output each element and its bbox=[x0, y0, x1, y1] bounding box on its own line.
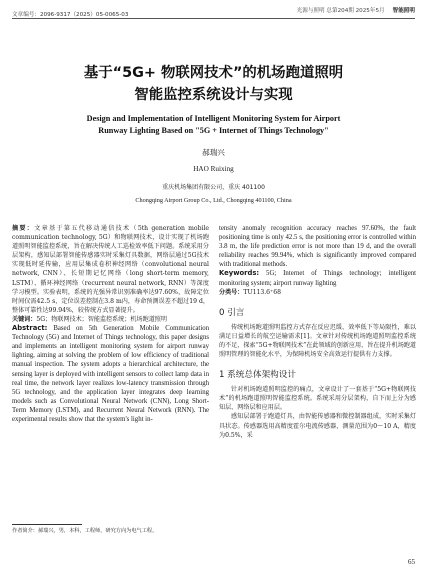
author-footnote: 作者简介：郝瑞兴，男，本科，工程师，研究方向为电气工程。 bbox=[12, 528, 158, 534]
affiliation-cn: 重庆机场集团有限公司，重庆 401100 bbox=[162, 184, 265, 191]
keywords-cn-label: 关键词： bbox=[12, 315, 37, 323]
classification-code: TU113.6⁺68 bbox=[243, 288, 281, 296]
journal-section: 智能照明 bbox=[392, 8, 415, 14]
section-0-text: 传统机场跑道照明监控方式存在反应迟缓、效率低下等局限性，难以满足日益增长的航空运输需求[1]。文章针对传统机场跑道照明监控系统的不足，探索“5G+物联网技术”在此领域的创新应用，旨在提升机场跑道照明管理的智能化水平，为保障机场安全高效运行提供有力支撑。 bbox=[219, 323, 416, 359]
section-1-text-2: 感知层部署于跑道灯具，由智能传感器和微控制器组成，实时采集灯具状态。传感器选用高精度霍尔电流传感器，测量范围为0～10 A，精度为0.5%，采 bbox=[219, 413, 416, 439]
section-1-heading: 1 系统总体架构设计 bbox=[219, 370, 296, 381]
section-0-heading: 0 引言 bbox=[219, 307, 245, 318]
footnote-divider bbox=[12, 524, 82, 525]
keywords-en bbox=[219, 269, 416, 287]
page-header bbox=[12, 6, 415, 19]
keywords-en-label: Keywords: bbox=[219, 269, 260, 278]
article-number: 文章编号：2096-9317（2025）05-0065-03 bbox=[12, 12, 129, 18]
abstract-en-text: Based on 5th Generation Mobile Communication Technology (5G) and Internet of Things technology, this paper designs and implements an intelligent monitoring system for airport runway lighting, aiming at solving the problem of low efficiency of traditional manual inspection. The system adopts a hierarchical architecture, the sensing layer is deployed with intelligent sensors to collect lamp data in real time, the network layer realizes low-latency transmission through 5G technology, and the application layer integrates deep learning models such as Convolutional Neural Network (CNN), Long Short-Term Memory (LSTM), and Recurrent Neural Network (RNN). The experimental results show that the system's light in- bbox=[12, 325, 210, 423]
section-1-text: 针对机场跑道照明监控的痛点，文章设计了一套基于“5G+物联网技术”的机场跑道照明智能监控系统。系统采用分层架构，自下而上分为感知层、网络层和应用层。 bbox=[219, 386, 416, 412]
title-en-line-1: Design and Implementation of Intelligent Monitoring System for Airport bbox=[86, 114, 341, 123]
keywords-cn-text: 5G；物联网技术；智能监控系统；机场跑道照明 bbox=[36, 315, 167, 323]
page-number: 65 bbox=[408, 558, 415, 566]
keywords-en-text: 5G; Internet of Things technology; intelligent monitoring system; airport runway lighting bbox=[219, 270, 416, 287]
abstract-cn-text: 文章基于第五代移动通信技术（5th generation mobile communication technology, 5G）和物联网技术，设计实现了机场跑道照明智能监控系统，旨在解决传统人工巡检效率低下问题。系统采用分层架构，感知层部署智能传感器实时采集灯具数据，网络层通过5G技术实现低时延传输，应用层集成卷积神经网络（convolutional neural network, CNN）、长短期记忆网络（long short-term memory, LSTM）、循环神经网络（recurrent neural network, RNN）等深度学习模型。实验表明，系统的光强异常识别准确率达97.60%，故障定位时间仅需42.5 s，定位误差控制在3.8 m内，寿命预测误差不超过19 d，整体可靠性达99.94%，较传统方式显著提升。 bbox=[12, 225, 210, 314]
title-en-line-2: Runway Lighting Based on "5G + Internet of Things Technology" bbox=[98, 126, 329, 135]
title-cn-line-1: 基于“5G+ 物联网技术”的机场跑道照明 bbox=[83, 65, 344, 81]
journal-issue: 光源与照明 总第204期 2025年5月 bbox=[296, 8, 385, 14]
abstract-cn-label: 摘要： bbox=[12, 225, 35, 232]
right-column bbox=[219, 224, 416, 440]
classification-label: 分类号： bbox=[219, 288, 244, 296]
journal-info bbox=[297, 6, 415, 14]
keywords-cn bbox=[12, 315, 209, 324]
abstract-en-continued: tensity anomaly recognition accuracy reaches 97.60%, the fault positioning time is only 42.5 s, the positioning error is controlled within 3.8 m, the life prediction error is not more than 19 d, and the overall reliability reaches 99.94%, which is significantly improved compared with traditional methods. bbox=[219, 225, 416, 269]
abstract-en-label: Abstract: bbox=[12, 324, 48, 333]
classification bbox=[219, 288, 416, 297]
left-column bbox=[12, 224, 209, 424]
author-cn: 郝瑞兴 bbox=[202, 148, 225, 157]
abstract-cn bbox=[12, 224, 209, 315]
affiliation-en: Chongqing Airport Group Co., Ltd., Chongqing 401100, China bbox=[135, 197, 292, 204]
abstract-en bbox=[12, 324, 209, 424]
author-en: HAO Ruixing bbox=[193, 165, 234, 173]
title-cn-line-2: 智能监控系统设计与实现 bbox=[134, 87, 293, 103]
